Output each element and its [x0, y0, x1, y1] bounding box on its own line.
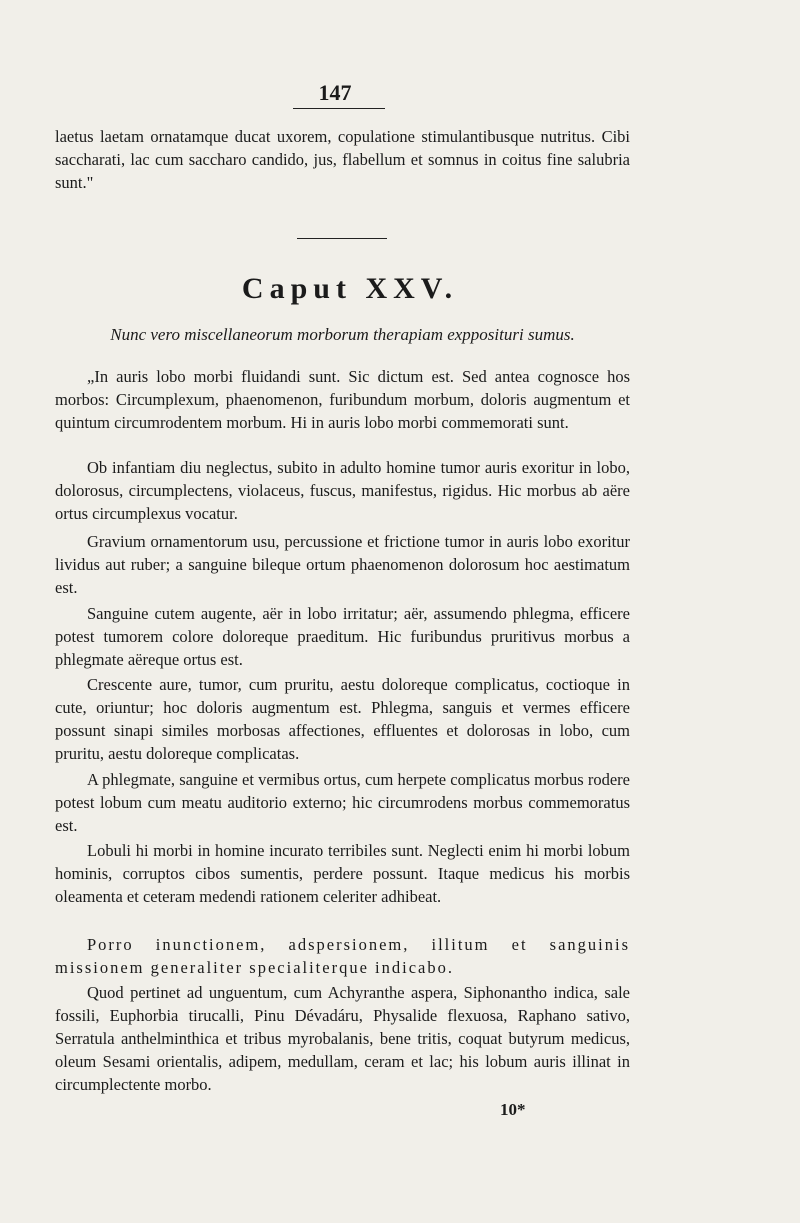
paragraph-7: Lobuli hi morbi in homine incurato terribiles sunt. Neglecti enim hi morbi lobum hominis, corruptos cibos sumentis, perdere possunt. Itaque medicus his morbis oleamenta et ceteram medendi rationem celeriter adhibeat. [55, 841, 630, 906]
paragraph-6: A phlegmate, sanguine et vermibus ortus, cum herpete complicatus morbus rodere potest lobum cum meatu auditorio externo; hic circumrodens morbus commemoratus est. [55, 770, 630, 835]
page-number: 147 [318, 80, 352, 105]
opening-paragraph: laetus laetam ornatamque ducat uxorem, copulatione stimulantibusque nutritus. Cibi saccharati, lac cum saccharo candido, jus, flabellum et somnus in coitus fine salubria sunt." [55, 127, 630, 192]
paragraph-2: Ob infantiam diu neglectus, subito in adulto homine tumor auris exoritur in lobo, dolorosus, circumplectens, violaceus, fuscus, manifestus, rigidus. Hic morbus ab aëre ortus circumplexus vocatur. [55, 458, 630, 523]
paragraph-5: Crescente aure, tumor, cum pruritu, aestu doloreque complicatus, coctioque in cute, oriuntur; hoc doloris augmentum est. Phlegma, sanguis et vermes efficere possunt sinapi similes morbosas affectiones, effluentes et dolorosas in lobo, cum pruritu, aestu doloreque complicatas. [55, 675, 630, 763]
paragraph-3: Gravium ornamentorum usu, percussione et frictione tumor in auris lobo exoritur lividus aut ruber; a sanguine bileque ortum phaenomenon dolorosum hoc aestimatum est. [55, 532, 630, 597]
paragraph-4: Sanguine cutem augente, aër in lobo irritatur; aër, assumendo phlegma, efficere potest tumorem colore doloreque praeditum. Hic furibundus pruritivus morbus a phlegmate aëreque ortus est. [55, 604, 630, 669]
paragraph-1: „In auris lobo morbi fluidandi sunt. Sic dictum est. Sed antea cognosce hos morbos: Circumplexum, phaenomenon, furibundum morbum, doloris augmentum et quintum circumrodentem morbum. Hi in auris lobo morbi commemorati sunt. [55, 367, 630, 432]
paragraph-8: Porro inunctionem, adspersionem, illitum et sanguinis missionem generaliter specialiterque indicabo. [55, 935, 630, 977]
chapter-subtitle: Nunc vero miscellaneorum morborum therapiam expposituri sumus. [110, 325, 575, 344]
paragraph-9: Quod pertinet ad unguentum, cum Achyranthe aspera, Siphonantho indica, sale fossili, Euphorbia tirucalli, Pinu Dévadáru, Physalide flexuosa, Raphano sativo, Serratula anthelminthica et tribus myrobalanis, bene tritis, coquat butyrum medicus, oleum Sesami orientalis, adipem, medullam, ceram et lac; his lobum auris illinat in circumplectente morbo. [55, 983, 630, 1094]
header-rule [293, 108, 385, 109]
signature-mark: 10* [500, 1100, 526, 1119]
chapter-heading: Caput XXV. [241, 272, 459, 305]
section-divider [297, 238, 387, 239]
